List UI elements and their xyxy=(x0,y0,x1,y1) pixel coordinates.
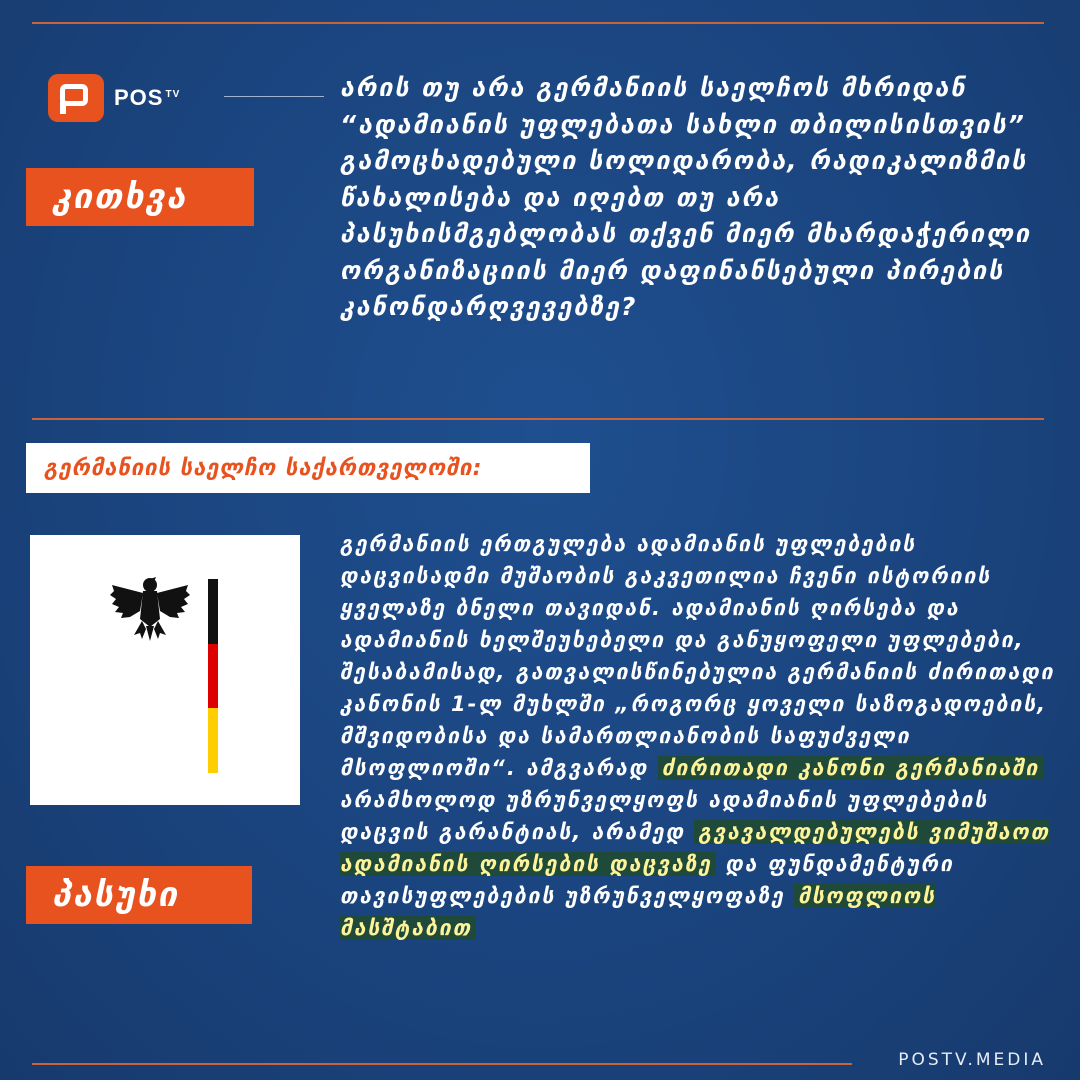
question-label: კითხვა xyxy=(26,168,254,226)
question-text: არის თუ არა გერმანიის საელჩოს მხრიდან “ადამიანის უფლებათა სახლი თბილისისთვის” გამოცხადებული სოლიდარობა, რადიკალიზმის წახალისება და იღებთ თუ არა პასუხისმგებლობას თქვენ მიერ მხარდაჭერილი ორგანიზაციის მიერ დაფინანსებული პირების კანონდარღვევებზე? xyxy=(340,73,1032,321)
top-divider xyxy=(32,22,1044,24)
answer-label: პასუხი xyxy=(26,866,252,924)
logo-divider xyxy=(224,96,324,97)
answer-paragraph-1: გერმანიის ერთგულება ადამიანის უფლებების დაცვისადმი მუშაობის გაკვეთილია ჩვენი ისტორიის ყველაზე ბნელი თავიდან. ადამიანის ღირსება და ადამიანის ხელშეუხებელი და განუყოფელი უფლებები, შესაბამისად, გათვალისწინებულია გერმანიის ძირითადი კანონის 1-ლ მუხლში „როგორც ყოველი საზოგადოების, მშვიდობისა და სამართლიანობის საფუძველი მსოფლიოში“. ამგვარად xyxy=(340,532,1055,780)
footer-site: POSTV.MEDIA xyxy=(898,1050,1046,1070)
logo-text: POS $^{TV}$ xyxy=(114,85,181,110)
answer-text xyxy=(340,528,1060,944)
answer-paragraph-2: არამხოლოდ უზრუნველყოფს ადამიანის უფლებების დაცვის გარანტიას, არამედ xyxy=(340,788,989,844)
federal-eagle-icon xyxy=(110,571,190,647)
middle-divider xyxy=(32,418,1044,420)
answer-paragraph-3: და ფუნდამენტური თავისუფლებების უზრუნველყოფაზე xyxy=(340,852,954,908)
bottom-divider xyxy=(32,1063,852,1065)
flag-red-band xyxy=(208,644,218,709)
german-embassy-logo-image xyxy=(30,535,300,805)
flag-gold-band xyxy=(208,708,218,773)
answer-highlight-3: მსოფლიოს მასშტაბით xyxy=(340,884,937,940)
postv-logo-icon xyxy=(48,74,104,122)
german-flag-stripe xyxy=(208,579,218,773)
postv-logo xyxy=(48,74,180,122)
embassy-banner: გერმანიის საელჩო საქართველოში: xyxy=(26,443,590,493)
answer-highlight-1: ძირითადი კანონი გერმანიაში xyxy=(658,756,1044,780)
answer-highlight-2: გვავალდებულებს ვიმუშაოთ ადამიანის ღირსების დაცვაზე xyxy=(340,820,1051,876)
flag-black-band xyxy=(208,579,218,644)
